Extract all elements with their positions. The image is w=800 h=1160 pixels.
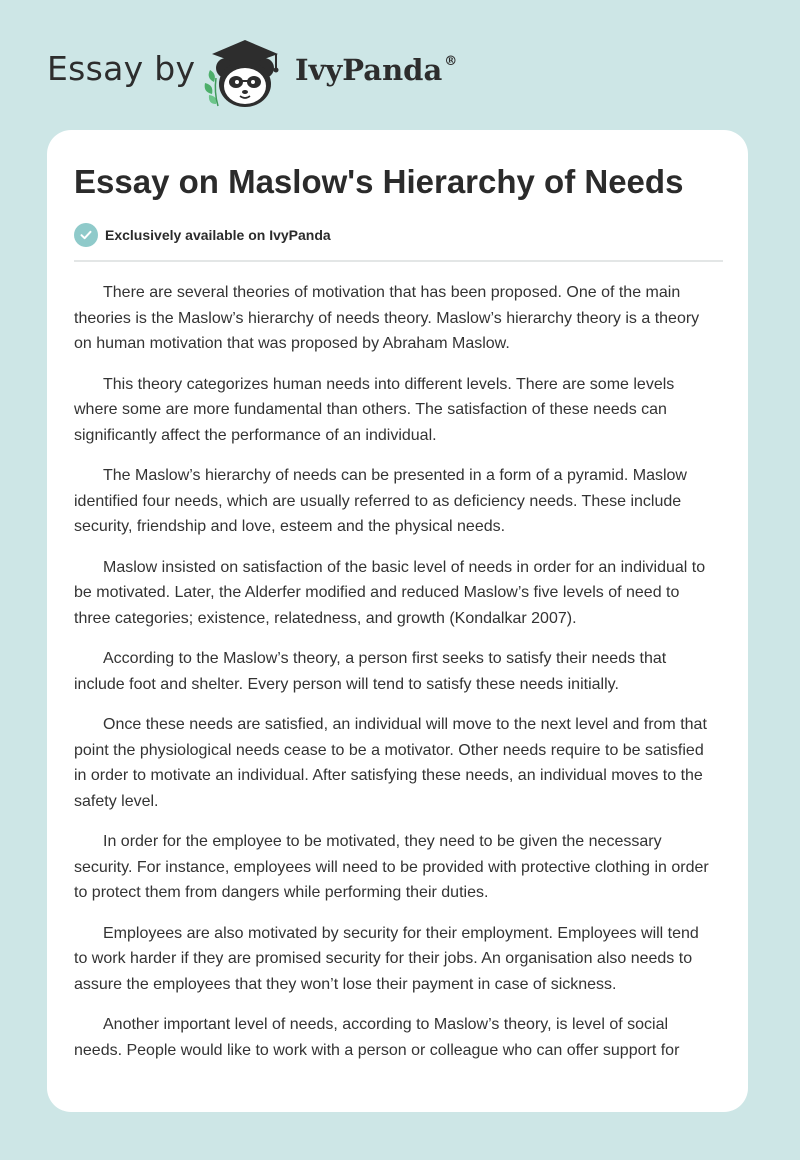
essay-paragraph: Once these needs are satisfied, an individual will move to the next level and from that point the physiological needs cease to be a motivator. Other needs require to be satisfied in order to motivate an individual. After satisfying these needs, an individual moves to the safety level. [74, 716, 707, 810]
essay-paragraph: Another important level of needs, according to Maslow’s theory, is level of social needs. People would like to work with a person or colleague who can offer support for [74, 1016, 680, 1059]
essay-paragraph: According to the Maslow’s theory, a person first seeks to satisfy their needs that include foot and shelter. Every person will tend to satisfy these needs initially. [74, 650, 667, 693]
essay-paragraph: The Maslow’s hierarchy of needs can be presented in a form of a pyramid. Maslow identified four needs, which are usually referred to as deficiency needs. These include security, friendship and love, esteem and the physical needs. [74, 467, 687, 535]
essay-paragraph: In order for the employee to be motivated, they need to be given the necessary security. For instance, employees will need to be provided with protective clothing in order to protect them from dangers while performing their duties. [74, 833, 709, 901]
essay-body [74, 280, 714, 1078]
check-icon [74, 223, 98, 247]
registered-mark: ® [444, 54, 458, 70]
panda-logo-icon [200, 34, 290, 110]
exclusive-badge [74, 222, 331, 248]
essay-paragraph: Employees are also motivated by security for their employment. Employees will tend to work harder if they are promised security for their jobs. An organisation also needs to assure the employees that they won’t lose their payment in case of sickness. [74, 924, 699, 993]
essay-paragraph: This theory categorizes human needs into different levels. There are some levels where some are more fundamental than others. The satisfaction of these needs can significantly affect the performance of an individual. [74, 375, 675, 444]
site-header [47, 30, 507, 110]
page-title: Essay on Maslow's Hierarchy of Needs [74, 163, 684, 200]
essay-paragraph: There are several theories of motivation that has been proposed. One of the main theories is the Maslow’s hierarchy of needs theory. Maslow’s hierarchy theory is a theory on human motivation that was proposed by Abraham Maslow. [74, 284, 700, 352]
brand-name [295, 53, 457, 87]
essay-paragraph: Maslow insisted on satisfaction of the basic level of needs in order for an individual to be motivated. Later, the Alderfer modified and reduced Maslow’s five levels of need to three categories; existence, relatedness, and growth (Kondalkar 2007). [74, 558, 706, 627]
essay-card [47, 130, 748, 1112]
divider [74, 260, 723, 262]
ivypanda-logo[interactable] [200, 34, 290, 110]
essay-by-label: Essay by [47, 49, 196, 88]
brand-name-text: IvyPanda [295, 53, 443, 87]
exclusive-badge-label: Exclusively available on IvyPanda [105, 227, 331, 243]
